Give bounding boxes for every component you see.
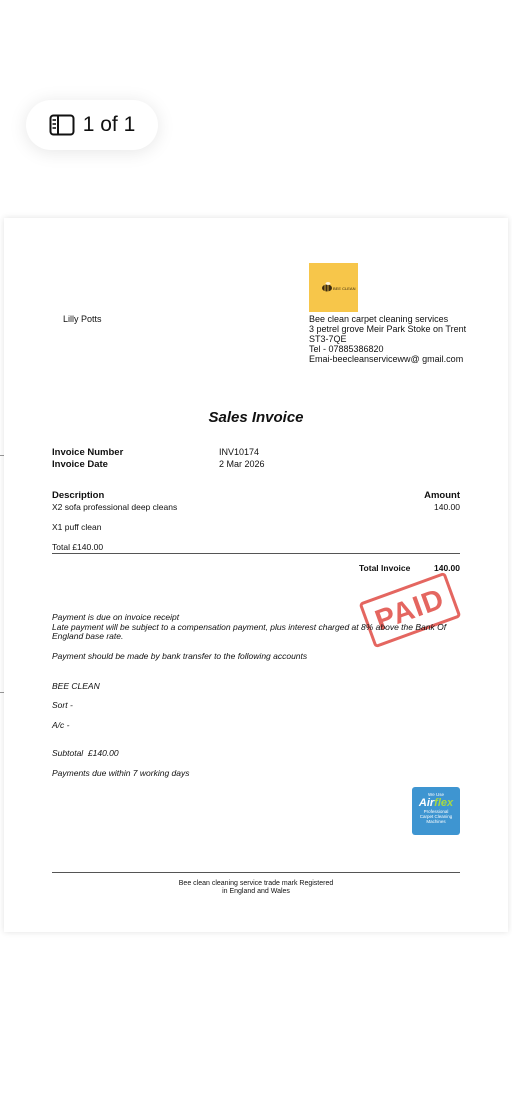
invoice-number-label: Invoice Number <box>52 447 124 458</box>
invoice-date-value: 2 Mar 2026 <box>219 459 265 469</box>
airflex-badge <box>412 787 460 835</box>
company-logo <box>309 263 358 312</box>
bank-transfer-note: Payment should be made by bank transfer to the following accounts <box>52 651 308 661</box>
invoice-date-label: Invoice Date <box>52 459 108 470</box>
table-divider <box>52 553 460 554</box>
client-name: Lilly Potts <box>63 314 102 324</box>
badge-line2: Carpet Cleaning <box>419 814 453 819</box>
company-details <box>309 314 466 364</box>
line-item-description: X2 sofa professional deep cleans <box>52 502 178 512</box>
invoice-number-value: INV10174 <box>219 447 260 457</box>
company-address-line2: ST3-7QE <box>309 334 347 344</box>
document-pages-icon <box>49 114 75 136</box>
footer <box>4 880 508 896</box>
invoice-page <box>4 218 508 932</box>
payment-terms: Payments due within 7 working days <box>52 768 190 778</box>
company-email: Emai-beecleanserviceww@ gmail.com <box>309 354 464 364</box>
footer-line1: Bee clean cleaning service trade mark Registered <box>178 880 334 887</box>
badge-brand-air: Air <box>418 797 435 809</box>
amount-header: Amount <box>424 490 460 501</box>
line-item-amount: 140.00 <box>434 502 460 512</box>
company-name: Bee clean carpet cleaning services <box>309 314 449 324</box>
footer-line2: in England and Wales <box>222 888 290 895</box>
line-item-description: X1 puff clean <box>52 522 102 532</box>
late-payment-note: Late payment will be subject to a compensation payment, plus interest charged at 8% above the Bank Of <box>52 622 447 632</box>
badge-brand-flex: flex <box>434 797 454 809</box>
company-tel: Tel - 07885386820 <box>309 344 384 354</box>
total-line: Total £140.00 <box>52 542 104 552</box>
logo-text: BEE CLEAN <box>332 285 355 291</box>
payment-due-note: Payment is due on invoice receipt <box>52 612 180 622</box>
total-invoice-label: Total Invoice <box>359 563 411 573</box>
subtotal: Subtotal £140.00 <box>52 748 119 758</box>
paid-stamp: PAID <box>359 572 462 649</box>
account-number: A/c - <box>52 720 70 730</box>
sort-code: Sort - <box>52 700 73 710</box>
badge-line3: Machines <box>426 819 446 824</box>
company-address-line1: 3 petrel grove Meir Park Stoke on Trent <box>309 324 467 334</box>
badge-brand <box>412 797 460 809</box>
account-name: BEE CLEAN <box>52 681 100 691</box>
page-count-text: 1 of 1 <box>82 113 136 136</box>
badge-we-use: We Use <box>428 792 444 797</box>
bee-logo-icon <box>321 281 355 295</box>
invoice-title: Sales Invoice <box>208 409 304 426</box>
footer-divider <box>52 872 460 873</box>
total-invoice-value: 140.00 <box>434 563 460 573</box>
page-indicator[interactable] <box>26 100 158 150</box>
badge-line1: Professional <box>423 809 449 814</box>
description-header: Description <box>52 490 105 501</box>
late-payment-note-cont: England base rate. <box>52 631 124 641</box>
